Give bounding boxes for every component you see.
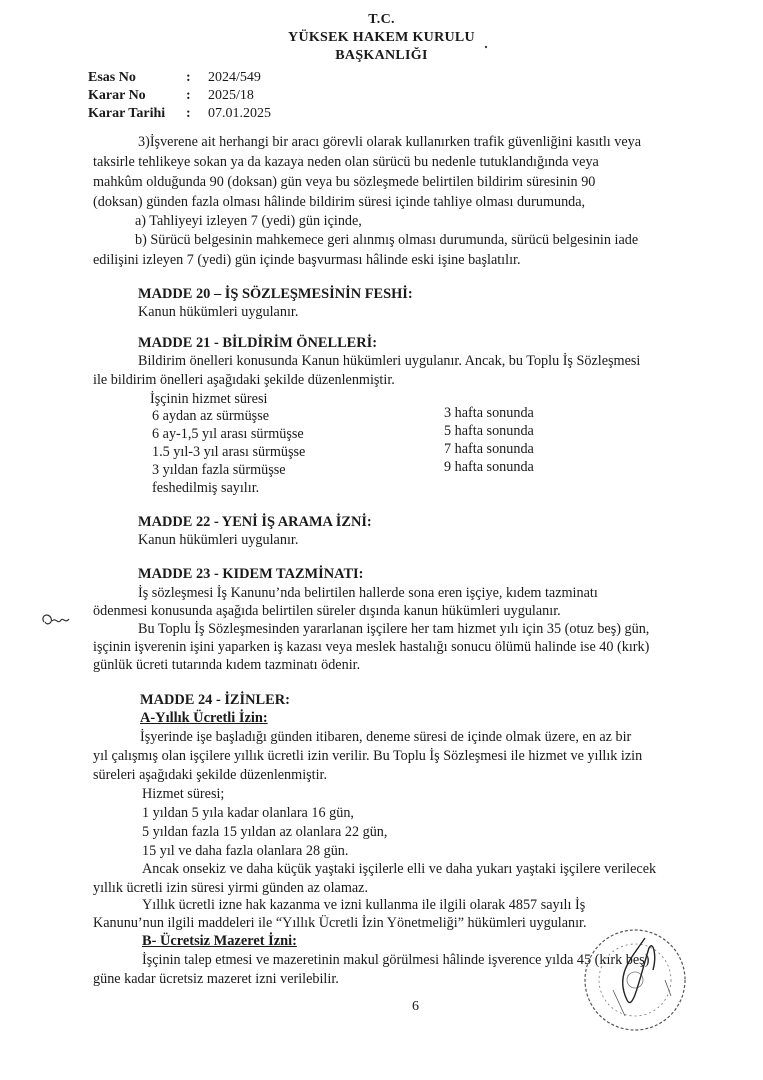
paragraph-line: ödenmesi konusunda aşağıda belirtilen süreler dışında kanun hükümleri uygulanır. xyxy=(93,603,561,619)
handwritten-initials xyxy=(38,608,78,634)
page-number: 6 xyxy=(412,999,419,1014)
meta-value: 2025/18 xyxy=(208,88,254,103)
notice-term: 3 yıldan fazla sürmüşse xyxy=(152,462,286,478)
section-title-madde-23: MADDE 23 - KIDEM TAZMİNATI: xyxy=(138,566,364,582)
section-title-madde-24: MADDE 24 - İZİNLER: xyxy=(140,692,290,708)
meta-value: 2024/549 xyxy=(208,70,261,85)
paragraph-line: Bildirim önelleri konusunda Kanun hükümleri uygulanır. Ancak, bu Toplu İş Sözleşmesi xyxy=(138,353,641,369)
paragraph-line: edilişini izleyen 7 (yedi) gün içinde başvurması hâlinde eski işine başlatılır. xyxy=(93,252,521,268)
section-title-madde-22: MADDE 22 - YENİ İŞ ARAMA İZNİ: xyxy=(138,514,372,530)
header-presidency: BAŞKANLIĞI xyxy=(335,48,428,63)
notice-table-head: İşçinin hizmet süresi xyxy=(150,391,268,407)
paragraph-line: İşçinin talep etmesi ve mazeretinin makul görülmesi hâlinde işverence yılda 45 (kırk beş) xyxy=(142,952,650,968)
meta-sep: : xyxy=(186,106,191,121)
paragraph-line: Bu Toplu İş Sözleşmesinden yararlanan işçilere her tam hizmet yılı için 35 (otuz beş) gün, xyxy=(138,621,650,637)
header-institution: YÜKSEK HAKEM KURULU xyxy=(288,30,475,45)
notice-tail: feshedilmiş sayılır. xyxy=(152,480,260,496)
notice-period: 9 hafta sonunda xyxy=(444,459,534,475)
section-body: Kanun hükümleri uygulanır. xyxy=(138,304,299,320)
official-seal-stamp xyxy=(575,920,695,1040)
meta-value: 07.01.2025 xyxy=(208,106,271,121)
paragraph-line: 1 yıldan 5 yıla kadar olanlara 16 gün, xyxy=(142,805,354,821)
notice-term: 1.5 yıl-3 yıl arası sürmüşse xyxy=(152,444,306,460)
paragraph-line: Yıllık ücretli izne hak kazanma ve izni kullanma ile ilgili olarak 4857 sayılı İş xyxy=(142,897,586,913)
notice-term: 6 ay-1,5 yıl arası sürmüşse xyxy=(152,426,304,442)
meta-sep: : xyxy=(186,70,191,85)
paragraph-line: a) Tahliyeyi izleyen 7 (yedi) gün içinde, xyxy=(135,213,362,229)
header-tc: T.C. xyxy=(368,12,395,27)
paragraph-line: süreleri aşağıdaki şekilde düzenlenmiştir. xyxy=(93,767,328,783)
meta-key: Karar No xyxy=(88,88,146,103)
paragraph-line: b) Sürücü belgesinin mahkemece geri alınmış olması durumunda, sürücü belgesinin iade xyxy=(135,232,639,248)
meta-key: Esas No xyxy=(88,70,136,85)
notice-period: 7 hafta sonunda xyxy=(444,441,534,457)
paragraph-line: yıl çalışmış olan işçilere yıllık ücretli izin verilir. Bu Toplu İş Sözleşmesi ile hizmet ve yıllık izin xyxy=(93,748,643,764)
paragraph-line: Hizmet süresi; xyxy=(142,786,225,802)
paragraph-line: günlük ücreti tutarında kıdem tazminatı ödenir. xyxy=(93,657,361,673)
paragraph-line: İşyerinde işe başladığı günden itibaren, deneme süresi de içinde olmak üzere, en az bir xyxy=(140,729,632,745)
subsection-title-annual-leave: A-Yıllık Ücretli İzin: xyxy=(140,710,268,726)
paragraph-line: mahkûm olduğunda 90 (doksan) gün veya bu sözleşmede belirtilen bildirim süresinin 90 xyxy=(93,174,596,190)
subsection-title-unpaid-leave: B- Ücretsiz Mazeret İzni: xyxy=(142,933,297,949)
paragraph-line: 15 yıl ve daha fazla olanlara 28 gün. xyxy=(142,843,349,859)
paragraph-line: Ancak onsekiz ve daha küçük yaştaki işçilerle elli ve daha yukarı yaştaki işçilere verilecek xyxy=(142,861,657,877)
paragraph-line: 3)İşverene ait herhangi bir aracı görevli olarak kullanırken trafik güvenliğini kasıtlı veya xyxy=(138,134,642,150)
section-title-madde-20: MADDE 20 – İŞ SÖZLEŞMESİNİN FESHİ: xyxy=(138,286,413,302)
paragraph-line: taksirle tehlikeye sokan ya da kazaya neden olan sürücü bu nedenle tutuklandığında veya xyxy=(93,154,599,170)
paragraph-line: (doksan) günden fazla olması hâlinde bildirim süresi içinde tahliye olması durumunda, xyxy=(93,194,586,210)
ink-dot xyxy=(483,44,489,50)
paragraph-line: İş sözleşmesi İş Kanunu’nda belirtilen hallerde sona eren işçiye, kıdem tazminatı xyxy=(138,585,598,601)
notice-term: 6 aydan az sürmüşse xyxy=(152,408,270,424)
meta-sep: : xyxy=(186,88,191,103)
paragraph-line: 5 yıldan fazla 15 yıldan az olanlara 22 gün, xyxy=(142,824,388,840)
notice-period: 3 hafta sonunda xyxy=(444,405,534,421)
paragraph-line: ile bildirim önelleri aşağıdaki şekilde düzenlenmiştir. xyxy=(93,372,395,388)
paragraph-line: işçinin işverenin işini yaparken iş kazası veya meslek hastalığı sonucu ölümü halinde ise 40 (kırk) xyxy=(93,639,650,655)
section-body: Kanun hükümleri uygulanır. xyxy=(138,532,299,548)
notice-period: 5 hafta sonunda xyxy=(444,423,534,439)
paragraph-line: yıllık ücretli izin süresi yirmi günden az olamaz. xyxy=(93,880,369,896)
section-title-madde-21: MADDE 21 - BİLDİRİM ÖNELLERİ: xyxy=(138,335,378,351)
meta-key: Karar Tarihi xyxy=(88,106,166,121)
paragraph-line: Kanunu’nun ilgili maddeleri ile “Yıllık Ücretli İzin Yönetmeliği” hükümleri uygulanır. xyxy=(93,915,587,931)
paragraph-line: güne kadar ücretsiz mazeret izni verilebilir. xyxy=(93,971,339,987)
